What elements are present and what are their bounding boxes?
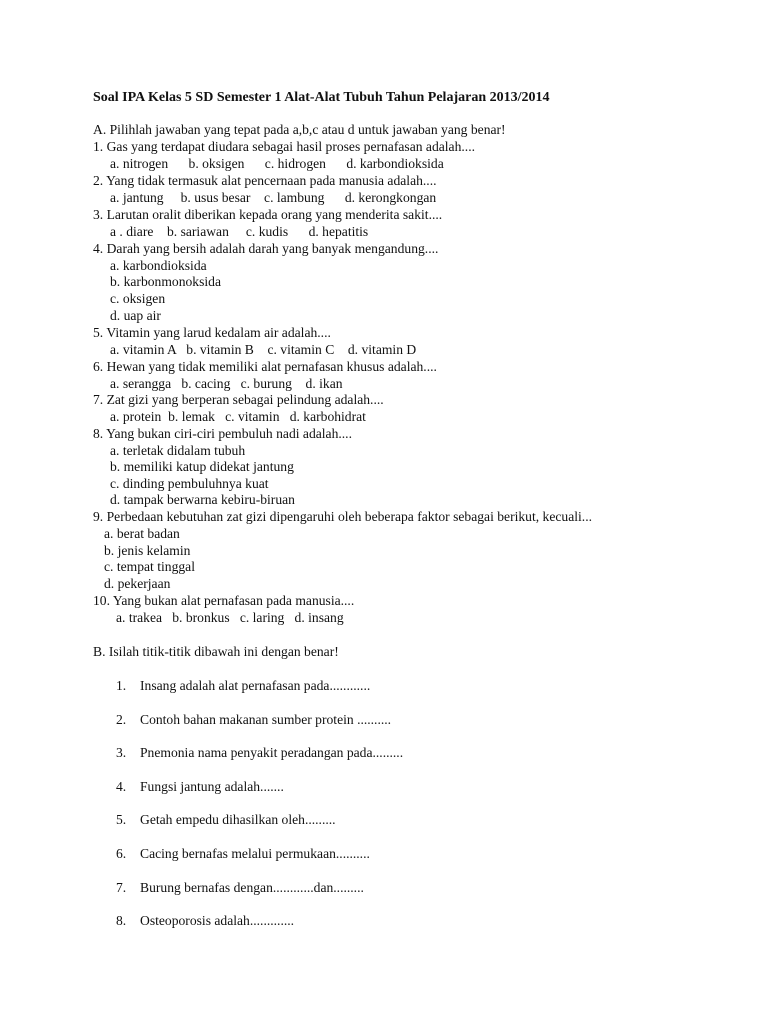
question-7: 7. Zat gizi yang berperan sebagai pelindung adalah.... xyxy=(93,392,384,407)
fill-item xyxy=(116,811,336,828)
fill-item xyxy=(116,778,284,795)
fill-item xyxy=(116,879,364,896)
fill-item-number: 5. xyxy=(116,812,127,827)
fill-item-text: Insang adalah alat pernafasan pada............ xyxy=(140,678,371,693)
question-8-option-c: c. dinding pembuluhnya kuat xyxy=(110,476,269,491)
fill-item xyxy=(116,744,403,761)
question-1-options: a. nitrogen b. oksigen c. hidrogen d. karbondioksida xyxy=(110,156,444,171)
fill-item-number: 6. xyxy=(116,846,127,861)
fill-item xyxy=(116,912,294,929)
document-title: Soal IPA Kelas 5 SD Semester 1 Alat-Alat Tubuh Tahun Pelajaran 2013/2014 xyxy=(93,90,550,105)
question-1: 1. Gas yang terdapat diudara sebagai hasil proses pernafasan adalah.... xyxy=(93,139,475,154)
question-4: 4. Darah yang bersih adalah darah yang banyak mengandung.... xyxy=(93,241,439,256)
fill-item-number: 1. xyxy=(116,678,127,693)
question-8-option-d: d. tampak berwarna kebiru-biruan xyxy=(110,492,295,507)
fill-item-number: 4. xyxy=(116,779,127,794)
question-10: 10. Yang bukan alat pernafasan pada manusia.... xyxy=(93,593,355,608)
fill-item-text: Getah empedu dihasilkan oleh......... xyxy=(140,812,336,827)
fill-item xyxy=(116,711,391,728)
fill-item-number: 7. xyxy=(116,880,127,895)
question-4-option-d: d. uap air xyxy=(110,308,161,323)
question-5: 5. Vitamin yang larud kedalam air adalah.... xyxy=(93,325,331,340)
fill-item-text: Burung bernafas dengan............dan......... xyxy=(140,880,364,895)
question-5-options: a. vitamin A b. vitamin B c. vitamin C d. vitamin D xyxy=(110,342,417,357)
section-b-instruction: B. Isilah titik-titik dibawah ini dengan benar! xyxy=(93,644,339,659)
fill-item xyxy=(116,845,370,862)
question-2-options: a. jantung b. usus besar c. lambung d. kerongkongan xyxy=(110,190,437,205)
question-3-options: a . diare b. sariawan c. kudis d. hepatitis xyxy=(110,224,369,239)
fill-item-text: Cacing bernafas melalui permukaan.......... xyxy=(140,846,370,861)
question-8-option-a: a. terletak didalam tubuh xyxy=(110,443,246,458)
question-9-option-a: a. berat badan xyxy=(104,526,180,541)
question-4-option-a: a. karbondioksida xyxy=(110,258,207,273)
fill-item-number: 3. xyxy=(116,745,127,760)
question-6-options: a. serangga b. cacing c. burung d. ikan xyxy=(110,376,343,391)
fill-item-number: 8. xyxy=(116,913,127,928)
section-a-instruction: A. Pilihlah jawaban yang tepat pada a,b,c atau d untuk jawaban yang benar! xyxy=(93,122,506,137)
question-4-option-b: b. karbonmonoksida xyxy=(110,274,222,289)
question-7-options: a. protein b. lemak c. vitamin d. karbohidrat xyxy=(110,409,366,424)
question-6: 6. Hewan yang tidak memiliki alat pernafasan khusus adalah.... xyxy=(93,359,437,374)
question-10-options: a. trakea b. bronkus c. laring d. insang xyxy=(116,610,344,625)
fill-item-text: Contoh bahan makanan sumber protein .......... xyxy=(140,712,392,727)
question-2: 2. Yang tidak termasuk alat pencernaan pada manusia adalah.... xyxy=(93,173,437,188)
question-8-option-b: b. memiliki katup didekat jantung xyxy=(110,459,294,474)
question-3: 3. Larutan oralit diberikan kepada orang yang menderita sakit.... xyxy=(93,207,443,222)
question-4-option-c: c. oksigen xyxy=(110,291,166,306)
question-9-option-c: c. tempat tinggal xyxy=(104,559,195,574)
question-9: 9. Perbedaan kebutuhan zat gizi dipengaruhi oleh beberapa faktor sebagai berikut, kecuali... xyxy=(93,509,592,524)
fill-item-number: 2. xyxy=(116,712,127,727)
question-8: 8. Yang bukan ciri-ciri pembuluh nadi adalah.... xyxy=(93,426,352,441)
fill-item-text: Osteoporosis adalah............. xyxy=(140,913,295,928)
fill-item-text: Fungsi jantung adalah....... xyxy=(140,779,284,794)
question-9-option-d: d. pekerjaan xyxy=(104,576,171,591)
fill-item-text: Pnemonia nama penyakit peradangan pada......... xyxy=(140,745,404,760)
question-9-option-b: b. jenis kelamin xyxy=(104,543,191,558)
fill-item xyxy=(116,677,370,694)
